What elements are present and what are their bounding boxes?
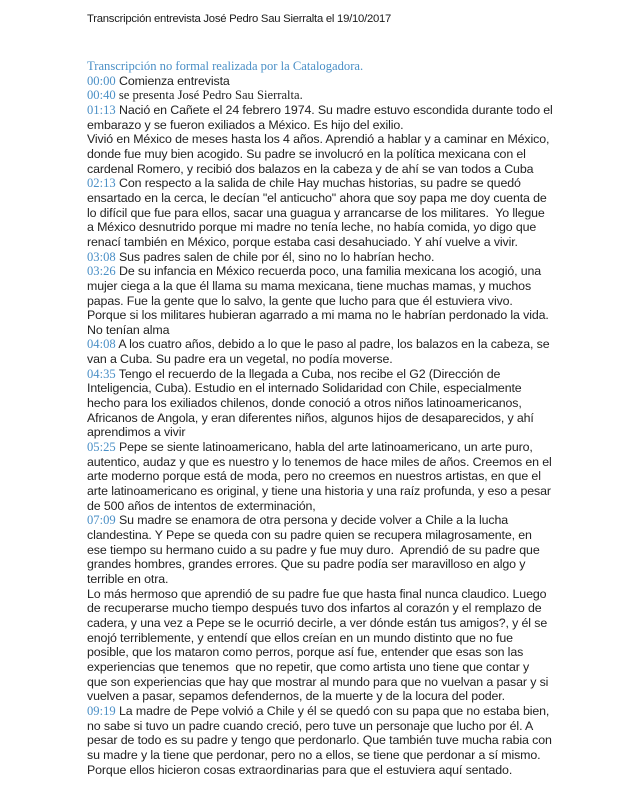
transcript-text: hecho para los exiliados chilenos, donde conoció a otros niños latinoamericanos, xyxy=(87,396,522,411)
transcript-line xyxy=(87,660,557,675)
transcript-text: de 500 años de intentos de exterminación, xyxy=(87,498,316,513)
transcript-entry xyxy=(87,88,557,103)
transcript-line xyxy=(87,294,557,309)
transcript-line xyxy=(87,162,557,177)
transcript-entry xyxy=(87,513,557,528)
transcript-entry xyxy=(87,440,557,455)
transcript-text: pesar de todo es su padre y tengo que perdonarlo. Que también tuve mucha rabia con xyxy=(87,733,552,748)
transcript-text: experiencias que tenemos que no repetir, que como artista uno tiene que contar y xyxy=(87,659,530,674)
timestamp: 01:13 xyxy=(87,102,116,117)
transcript-text: lo difícil que fue para ellos, sacar una guagua y arrancarse de los militares. Yo llegue xyxy=(87,205,545,220)
transcript-line xyxy=(87,763,557,778)
transcript-line xyxy=(87,572,557,587)
transcript-text: Inteligencia, Cuba). Estudio en el internado Solidaridad con Chile, especialmente xyxy=(87,381,522,396)
transcript-text: a México desnutrido porque mi madre no tenía leche, no había comida, yo digo que xyxy=(87,220,537,235)
transcript-line xyxy=(87,308,557,323)
transcript-text: donde fue muy bien acogido. Su padre se involucró en la política mexicana con el xyxy=(87,146,526,161)
transcript-line xyxy=(87,675,557,690)
transcript-line xyxy=(87,587,557,602)
transcript-text: ese tiempo su hermano cuido a su padre y fue muy duro. Aprendió de su padre que xyxy=(87,542,540,557)
timestamp: 07:09 xyxy=(87,513,116,528)
transcript-line xyxy=(87,455,557,470)
transcript-text: mujer ciega a la que él llama su mama mexicana, tiene muchas mamas, y muchos xyxy=(87,278,532,293)
transcript-line xyxy=(87,235,557,250)
transcript-line xyxy=(87,719,557,734)
transcript-lines xyxy=(87,74,557,778)
page-header: Transcripción entrevista José Pedro Sau Sierralta el 19/10/2017 xyxy=(87,13,392,25)
transcript-text: Su madre se enamora de otra persona y decide volver a Chile a la lucha xyxy=(115,513,509,528)
transcript-line xyxy=(87,616,557,631)
transcript-text: A los cuatro años, debido a lo que le paso al padre, los balazos en la cabeza, se xyxy=(115,337,550,352)
transcript-text: clandestina. Y Pepe se queda con su padre quien se recupera milagrosamente, en xyxy=(87,528,532,542)
transcript-line xyxy=(87,499,557,514)
transcript-line xyxy=(87,469,557,484)
transcript-line xyxy=(87,601,557,616)
transcript-text: enojó terriblemente, y entendí que ellos creían en un mundo distinto que no fue xyxy=(87,630,513,645)
timestamp: 05:25 xyxy=(87,440,116,455)
transcript-line xyxy=(87,132,557,147)
transcript-text: Vivió en México de meses hasta los 4 años. Aprendió a hablar y a caminar en México, xyxy=(87,132,550,147)
transcript-text: van a Cuba. Su padre era un vegetal, no podía moverse. xyxy=(87,352,393,367)
transcript-line xyxy=(87,528,557,543)
timestamp: 00:40 xyxy=(87,88,116,103)
transcript-line xyxy=(87,396,557,411)
transcript-text: grandes hombres, grandes errores. Que su padre podía ser maravilloso en algo y xyxy=(87,557,526,572)
transcript-text: Tengo el recuerdo de la llegada a Cuba, nos recibe el G2 (Dirección de xyxy=(115,366,501,381)
transcript-text: cardenal Romero, y recibió dos balazos en la cabeza y de ahí se van todos a Cuba xyxy=(87,161,534,176)
transcript-entry xyxy=(87,337,557,352)
transcript-text: de recuperarse mucho tiempo después tuvo dos infartos al corazón y el remplazo de xyxy=(87,601,542,616)
timestamp: 02:13 xyxy=(87,176,116,191)
transcript-line xyxy=(87,645,557,660)
transcript-text: Con respecto a la salida de chile Hay muchas historias, su padre se quedó xyxy=(115,176,521,191)
transcript-text: embarazo y se fueron exiliados a México. Es hijo del exilio. xyxy=(87,117,404,132)
transcript-entry xyxy=(87,74,557,89)
transcript-entry xyxy=(87,176,557,191)
transcript-line xyxy=(87,411,557,426)
transcript-intro: Transcripción no formal realizada por la Catalogadora. xyxy=(87,59,364,73)
transcript-text: De su infancia en México recuerda poco, una familia mexicana los acogió, una xyxy=(115,264,542,279)
transcript-line xyxy=(87,557,557,572)
transcript-line xyxy=(87,206,557,221)
transcript-text: Nació en Cañete el 24 febrero 1974. Su madre estuvo escondida durante todo el xyxy=(115,102,553,117)
transcript-text: arte latinoamericano es original, y tiene una historia y una raíz profunda, y eso a pesar xyxy=(87,484,551,499)
transcript-text: Porque si los militares hubieran agarrado a mi mama no le habrían perdonado la vida. xyxy=(87,308,549,323)
transcript-body xyxy=(87,59,557,777)
transcript-text: No tenían alma xyxy=(87,322,170,337)
transcript-text: su madre y la tiene que perdonar, pero no a ellos, se tiene que perdonar a sí mismo. xyxy=(87,747,541,762)
transcript-text: aprendimos a vivir xyxy=(87,425,186,440)
transcript-line xyxy=(87,323,557,338)
transcript-text: arte moderno porque está de moda, pero no creemos en nuestros artistas, en que el xyxy=(87,469,541,484)
transcript-text: Lo más hermoso que aprendió de su padre fue que hasta final nunca claudico. Luego xyxy=(87,586,547,601)
transcript-line xyxy=(87,279,557,294)
transcript-line xyxy=(87,733,557,748)
transcript-text: posible, que los mataron como perros, porque así fue, entender que esas son las xyxy=(87,645,524,660)
transcript-text: vuelven a pasar, sepamos defendernos, de la muerte y de la locura del poder. xyxy=(87,689,505,704)
transcript-entry xyxy=(87,264,557,279)
transcript-text: terrible en otra. xyxy=(87,571,169,586)
transcript-line xyxy=(87,220,557,235)
timestamp: 03:08 xyxy=(87,249,116,264)
timestamp: 09:19 xyxy=(87,703,116,718)
transcript-text: que son experiencias que hay que mostrar al mundo para que no vuelvan a pasar y si xyxy=(87,674,549,689)
transcript-text: Sus padres salen de chile por él, sino no lo habrían hecho. xyxy=(115,249,435,264)
transcript-text: Pepe se siente latinoamericano, habla del arte latinoamericano, un arte puro, xyxy=(115,440,533,455)
transcript-text: se presenta José Pedro Sau Sierralta. xyxy=(115,88,303,103)
transcript-text: ensartado en la cerca, le decían "el anticucho" ahora que soy papa me doy cuenta de xyxy=(87,190,547,205)
transcript-line xyxy=(87,484,557,499)
transcript-text: Comienza entrevista xyxy=(115,73,230,88)
transcript-entry xyxy=(87,367,557,382)
transcript-line xyxy=(87,748,557,763)
transcript-line xyxy=(87,689,557,704)
transcript-text: cadera, y una vez a Pepe se le ocurrió decirle, a ver dónde están tus amigos?, y él se xyxy=(87,615,548,630)
transcript-text: no sabe si tuvo un padre cuando creció, pero tuve un personaje que lucho por él. A xyxy=(87,718,534,733)
transcript-text: renací también en México, porque estaba casi desahuciado. Y ahí vuelve a vivir. xyxy=(87,234,518,249)
transcript-line xyxy=(87,191,557,206)
transcript-line xyxy=(87,147,557,162)
transcript-entry xyxy=(87,250,557,265)
transcript-line xyxy=(87,631,557,646)
timestamp: 03:26 xyxy=(87,264,116,279)
transcript-line xyxy=(87,425,557,440)
transcript-text: Africanos de Angola, y eran diferentes niños, algunos hijos de desaparecidos, y ahí xyxy=(87,410,534,425)
transcript-text: Porque ellos hicieron cosas extraordinarias para que el estuviera aquí sentado. xyxy=(87,762,513,777)
transcript-entry xyxy=(87,103,557,118)
timestamp: 00:00 xyxy=(87,73,116,88)
transcript-text: papas. Fue la gente que lo salvo, la gente que lucho para que él estuviera vivo. xyxy=(87,293,513,308)
timestamp: 04:08 xyxy=(87,337,116,352)
timestamp: 04:35 xyxy=(87,366,116,381)
transcript-line xyxy=(87,543,557,558)
transcript-line xyxy=(87,381,557,396)
transcript-line xyxy=(87,118,557,133)
transcript-text: autentico, audaz y que es nuestro y lo tenemos de hace miles de años. Creemos en el xyxy=(87,454,552,469)
transcript-entry xyxy=(87,704,557,719)
transcript-text: La madre de Pepe volvió a Chile y él se quedó con su papa que no estaba bien, xyxy=(115,703,550,718)
transcript-line xyxy=(87,352,557,367)
